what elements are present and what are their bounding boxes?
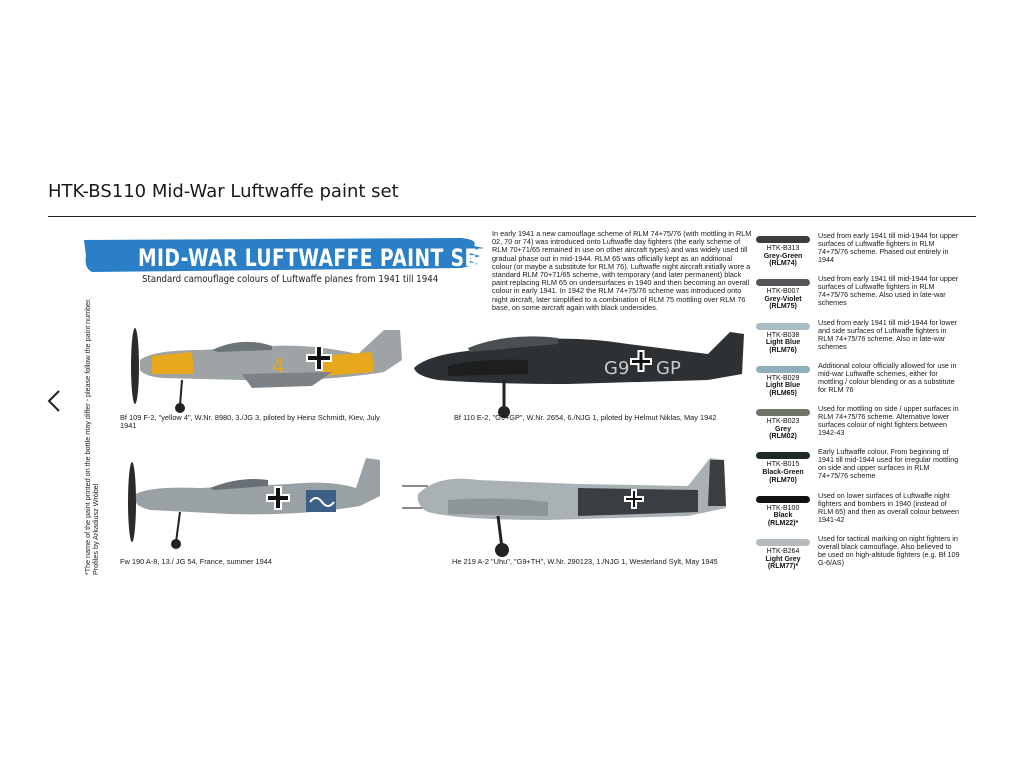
paint-rlm: (RLM70) [769,476,797,484]
fw190-caption: Fw 190 A-8, 13./ JG 54, France, summer 1944 [120,557,272,566]
paint-description: Used for tactical marking on night fighters in overall black camouflage. Also believed to be used on high-altitude fighters (e.g. Bf 109 G-6/AS) [818,534,960,568]
paint-code: HTK-B313 [766,245,800,252]
bottle-note: *The name of the paint printed on the bottle may differ - please follow the paint number. Profiles by Arkadiusz Wróbel [83,297,100,575]
paint-name: Light Grey [765,555,801,563]
paint-name: Grey [775,425,791,433]
paint-code-block [754,288,812,311]
paint-row [754,232,960,275]
paint-swatch [756,323,810,330]
he219-caption: He 219 A-2 "Uhu", "G9+TH", W.Nr. 290123, 1./NJG 1, Westerland Sylt, May 1945 [452,557,718,566]
bf109-caption: Bf 109 F-2, "yellow 4", W.Nr. 8980, 3./JG 3, piloted by Heinz Schmidt, Kiev, July 1941 [120,413,380,431]
previous-image-button[interactable] [42,386,66,416]
paint-swatch [756,366,810,373]
paint-swatch [756,539,810,546]
paint-swatch [756,409,810,416]
fw190-profile [120,450,382,558]
paint-rlm: (RLM74) [769,260,797,268]
paint-description: Used from early 1941 till mid-1944 for upper surfaces of Luftwaffe fighters in RLM 74+75/76 scheme. Also used in late-war schemes [818,274,959,308]
paint-description: Used on lower surfaces of Luftwaffe night fighters and bombers in 1940 (instead of RLM 65) and then as overall colour between 1941-42 [818,490,960,524]
banner [82,234,491,294]
paint-code: HTK-B100 [766,504,800,512]
paint-rlm: (RLM22)* [767,519,799,527]
paint-rlm: (RLM76) [769,346,797,354]
paint-code-block [754,375,812,398]
paint-code: HTK-B264 [766,548,800,556]
banner-title: MID-WAR LUFTWAFFE PAINT SET [138,244,491,272]
paint-list [754,232,960,578]
chevron-left-icon [47,389,61,413]
bf109-profile [122,316,412,416]
paint-swatch [756,236,810,243]
paint-code: HTK-B023 [766,418,800,426]
paint-code: HTK-B007 [766,288,800,296]
bf110-code-right: GP [656,358,681,379]
bf109-number-marking: 4 [272,354,285,378]
bf110-caption: Bf 110 E-2, "G9+GP", W.Nr. 2654, 6./NJG 1, piloted by Helmut Niklas, May 1942 [454,413,717,422]
paint-name: Grey-Green [763,252,803,260]
paint-swatch [756,279,810,286]
paint-description: Additional colour officially allowed for use in mid-war Luftwaffe schemes, either for mottling / colour blending or as a substitute for RLM 76 [818,360,957,394]
he219-profile [398,450,744,562]
paint-code: HTK-B038 [766,331,800,339]
paint-code-block [754,418,812,441]
paint-description: Used from early 1941 till mid-1944 for upper surfaces of Luftwaffe fighters in RLM 74+75/76 scheme. Phased out entirely in 1944 [818,231,959,264]
page-title: HTK-BS110 Mid-War Luftwaffe paint set [48,181,399,202]
paint-code-block [754,548,812,571]
paint-description: Used from early 1941 till mid-1944 for lower and side surfaces of Luftwaffe fighters in RLM 74+75/76 scheme. Also in late-war schemes [818,317,958,351]
paint-code-block [754,245,812,268]
paint-row [754,319,960,362]
paint-row [754,275,960,318]
product-image [82,228,962,578]
bf110-code-left: G9 [604,358,630,379]
subtitle: Standard camouflage colours of Luftwaffe planes from 1941 till 1944 [142,274,439,285]
bf110-profile [408,314,748,420]
paint-name: Black [773,512,793,520]
paint-code-block [754,461,812,484]
paint-swatch [756,496,810,503]
paint-swatch [756,452,810,459]
paint-code-block [754,332,812,355]
paint-rlm: (RLM65) [769,390,797,398]
paint-rlm: (RLM02) [769,433,797,441]
paint-row [754,535,960,578]
paint-code-block [754,505,812,528]
title-divider [48,216,976,217]
paint-row [754,362,960,405]
paint-description: Early Luftwaffe colour. From beginning of 1941 till mid-1944 used for irregular mottling on side and upper surfaces in RLM 74+75/76 scheme [818,447,959,481]
paint-row [754,405,960,448]
paint-rlm: (RLM77)* [767,563,799,571]
paint-name: Light Blue [765,382,801,390]
paint-name: Black-Green [762,469,804,477]
paint-name: Grey-Violet [764,295,802,303]
paint-code: HTK-B015 [766,461,800,469]
paint-rlm: (RLM75) [769,303,797,311]
paint-code: HTK-B029 [766,374,800,382]
paint-name: Light Blue [765,339,801,347]
intro-text: In early 1941 a new camouflage scheme of RLM 74+75/76 (with mottling in RLM 02, 70 or 74) was introduced onto Luftwaffe day fighters (the early scheme of RLM 70+71/65 remained in use on other aircraft types) and was widely used till gradual phase out in mid-1944. RLM 65 was officially kept as an additional colour (or maybe a substitute for RLM 76). Luftwaffe night aircraft initially wore a standard RLM 70+71/65 scheme, with temporary (and later permanent) black paint replacing RLM 65 on undersurfaces in 1940 and then becoming an overall colour in early 1941. In 1942 the RLM 74+75/76 scheme was introduced onto night aircraft, later simplified to a combination of RLM 75 mottling over RLM 76 base, on some aircraft again with black undersides. [492,229,752,312]
paint-row [754,448,960,491]
paint-row [754,492,960,535]
paint-description: Used for mottling on side / upper surfaces in RLM 74+75/76 scheme. Alternative lower surfaces colour of night fighters between 1942-43 [818,404,959,438]
